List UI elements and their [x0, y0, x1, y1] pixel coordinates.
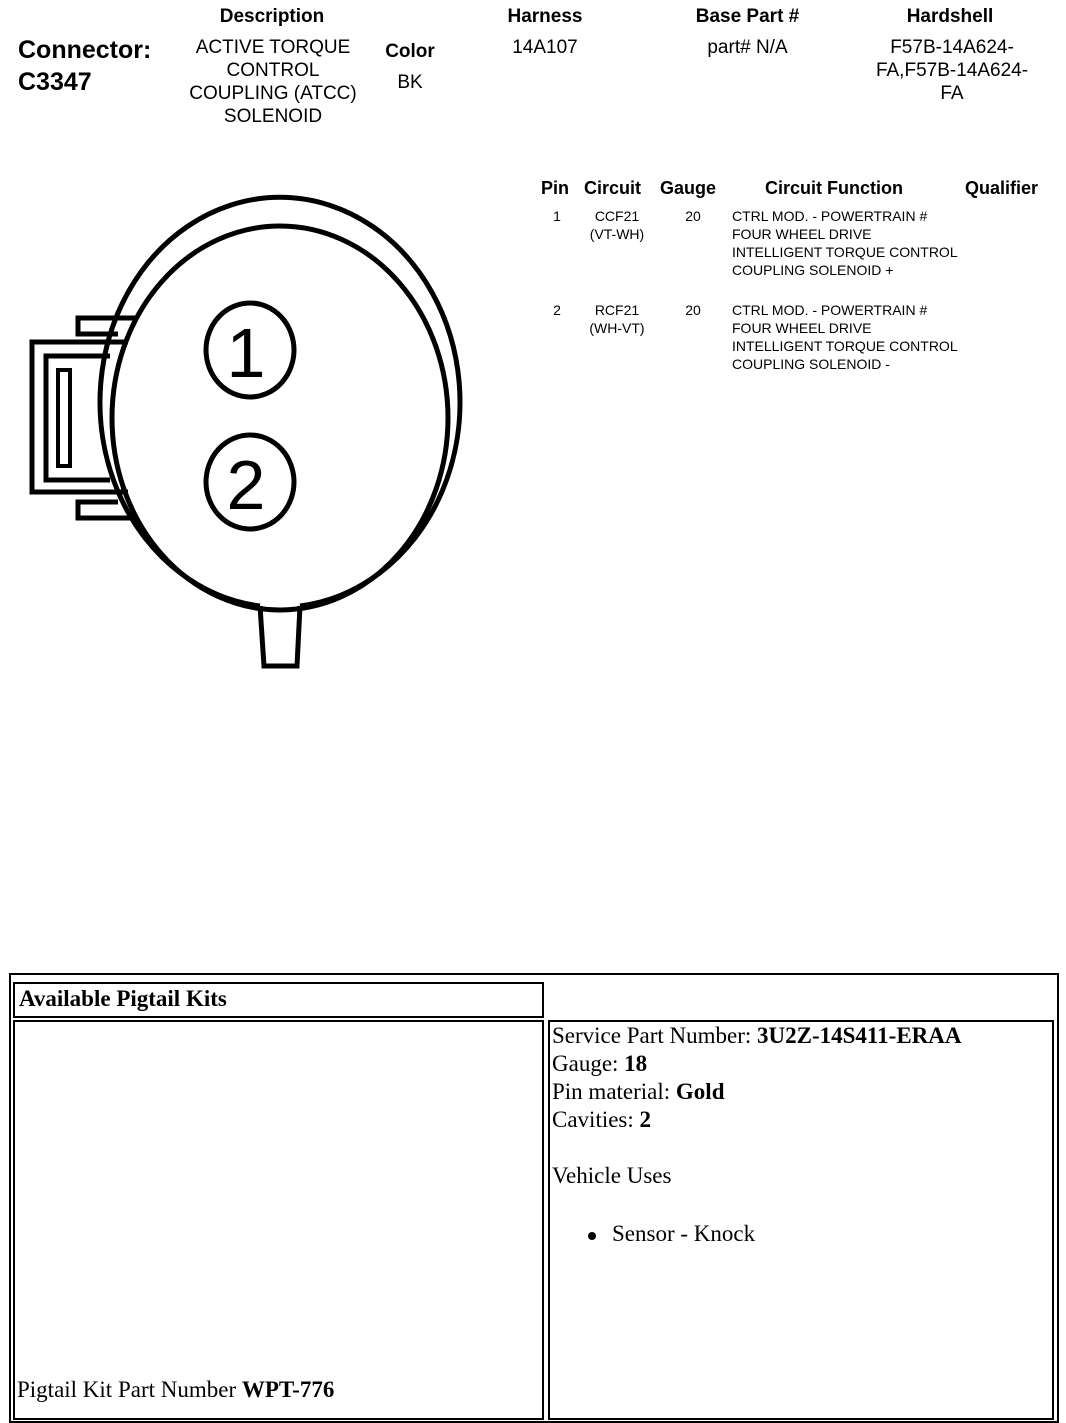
pigtail-kit-line [17, 1376, 334, 1404]
cavities-label: Cavities: [552, 1107, 634, 1132]
table-row-2-pin: 2 [553, 302, 561, 318]
description-value: ACTIVE TORQUE CONTROL COUPLING (ATCC) SOLENOID [189, 37, 357, 127]
latch-upper-tab [78, 318, 135, 334]
table-row-2-circuit-color: (WH-VT) [589, 320, 645, 336]
description-label: Description [219, 6, 325, 27]
pigtail-gauge-label: Gauge: [552, 1051, 619, 1076]
hardshell-label: Hardshell [906, 6, 994, 27]
connector-face-diagram [0, 0, 520, 700]
table-row-2-circuit: RCF21 [594, 302, 640, 318]
pigtail-title: Available Pigtail Kits [19, 986, 227, 1011]
pigtail-details [552, 1022, 1048, 1248]
pin-material-label: Pin material: [552, 1079, 671, 1104]
circuit-column-header: Circuit [584, 178, 642, 198]
gauge-column-header: Gauge [660, 178, 717, 198]
pigtail-title-cell [13, 982, 544, 1018]
harness-value: 14A107 [512, 37, 578, 58]
pin-material-line [552, 1078, 1048, 1106]
color-value: BK [397, 72, 423, 93]
hardshell-value: F57B-14A624-FA,F57B-14A624-FA [875, 37, 1029, 104]
pin-2-label: 2 [226, 446, 266, 524]
circuit-function-column-header: Circuit Function [765, 178, 903, 198]
pin-column-header: Pin [541, 178, 570, 198]
service-part-value: 3U2Z-14S411-ERAA [757, 1023, 962, 1048]
table-row-1-circuit: CCF21 [594, 208, 640, 224]
pigtail-kit-number: WPT-776 [241, 1377, 335, 1402]
color-label: Color [385, 41, 435, 62]
cavities-line [552, 1106, 1048, 1134]
table-row-1-pin: 1 [553, 208, 561, 224]
table-row-1-circuit-color: (VT-WH) [589, 226, 645, 242]
pigtail-gauge-value: 18 [624, 1051, 648, 1076]
pigtail-kit-label: Pigtail Kit Part Number [17, 1377, 237, 1402]
connector-inner-face [112, 226, 448, 610]
table-row-1-gauge: 20 [685, 208, 701, 224]
base-part-label: Base Part # [695, 6, 800, 27]
connector-label: Connector: [18, 36, 152, 64]
vehicle-uses-label: Vehicle Uses [552, 1163, 672, 1188]
service-part-label: Service Part Number: [552, 1023, 752, 1048]
table-row-1-function: CTRL MOD. - POWERTRAIN # FOUR WHEEL DRIVE INTELLIGENT TORQUE CONTROL COUPLING SOLENOID + [732, 208, 958, 278]
vehicle-use-text: Sensor - Knock [612, 1221, 756, 1246]
connector-key [260, 606, 300, 666]
harness-label: Harness [507, 6, 583, 27]
table-row-2-gauge: 20 [685, 302, 701, 318]
pin-1-label: 1 [226, 314, 266, 392]
service-part-line [552, 1022, 1048, 1050]
pigtail-left-cell [13, 1020, 544, 1420]
bullet-icon [588, 1232, 596, 1240]
cavities-value: 2 [639, 1107, 652, 1132]
latch-slot [58, 370, 70, 466]
connector-id: C3347 [18, 68, 92, 96]
table-row-2-function: CTRL MOD. - POWERTRAIN # FOUR WHEEL DRIVE INTELLIGENT TORQUE CONTROL COUPLING SOLENOID - [732, 302, 958, 372]
qualifier-column-header: Qualifier [965, 178, 1039, 198]
gauge-line [552, 1050, 1048, 1078]
base-part-value: part# N/A [707, 37, 788, 58]
vehicle-use-item [552, 1220, 1048, 1248]
pin-material-value: Gold [675, 1079, 725, 1104]
